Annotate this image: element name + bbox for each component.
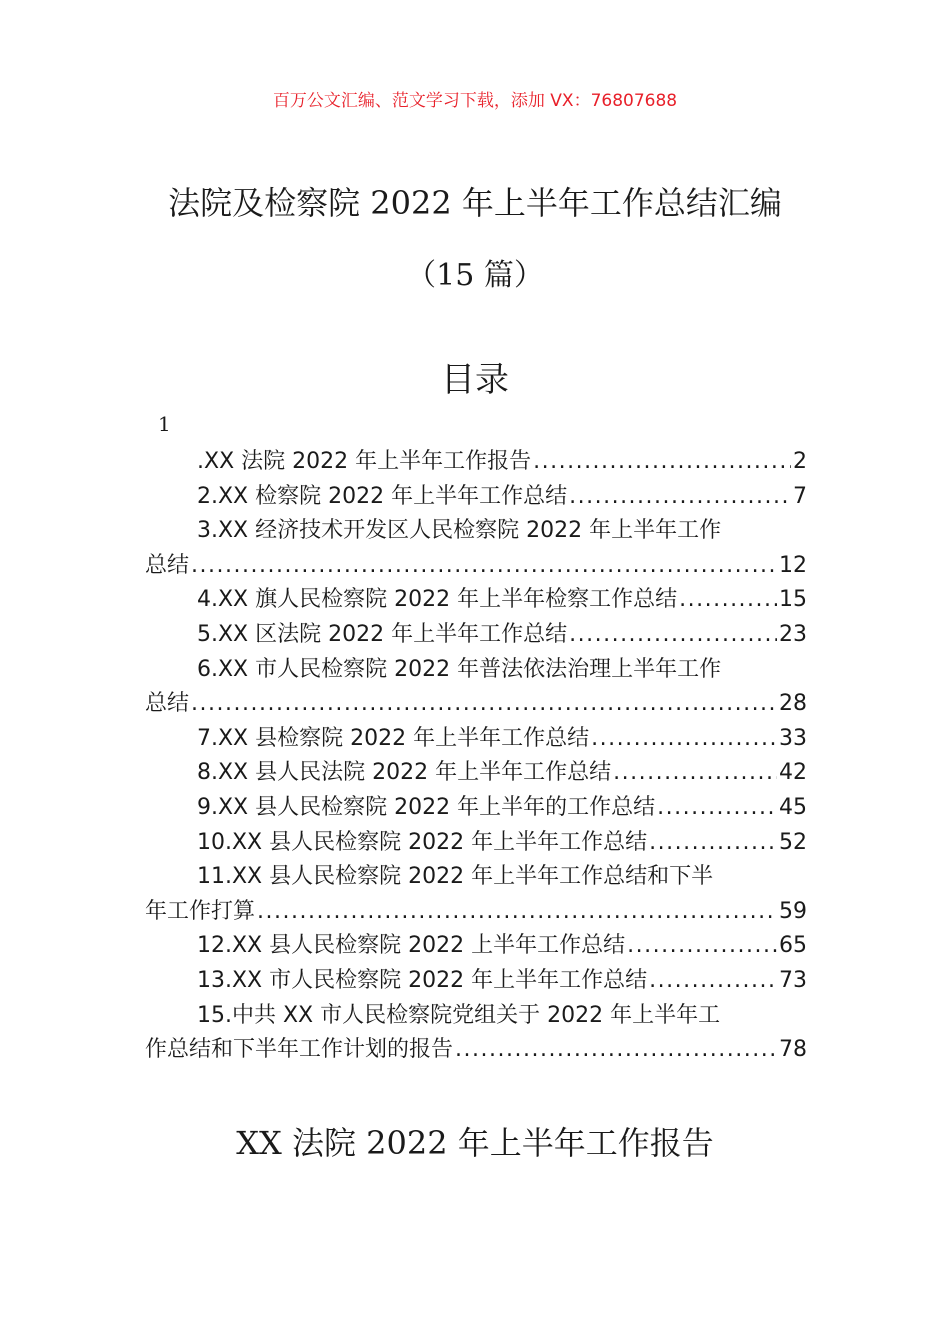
toc-leader-dots [569,480,791,515]
toc-page-number: 12 [779,552,807,578]
toc-entry-1[interactable] [145,445,807,480]
toc-leader-dots [657,791,777,826]
toc-heading: 目录 [441,360,509,400]
toc-leader-dots [649,964,777,999]
toc-entry-title-line2: 总结 [145,552,190,578]
toc-entry-title-line1: 15.中共 XX 市人民检察院党组关于 2022 年上半年工 [197,1002,721,1028]
document-title: 法院及检察院 2022 年上半年工作总结汇编 [168,184,782,222]
toc-leader-dots [455,1033,777,1068]
document-subtitle: （15 篇） [406,258,544,293]
toc-page-number: 23 [779,621,807,647]
toc-entry-title: 8.XX 县人民法院 2022 年上半年工作总结 [197,760,612,786]
toc-entry-10[interactable] [145,826,807,861]
toc-entry-title: 9.XX 县人民检察院 2022 年上半年的工作总结 [197,794,656,820]
toc-page-number: 2 [793,449,807,474]
section-title: XX 法院 2022 年上半年工作报告 [236,1124,714,1162]
toc-entry-11[interactable] [145,860,807,929]
toc-entry-9[interactable] [145,791,807,826]
toc-page-number: 42 [779,760,807,786]
toc-page-number: 45 [779,794,807,820]
toc-entry-title: 5.XX 区法院 2022 年上半年工作总结 [197,621,568,647]
toc-entry-title-line1: 6.XX 市人民检察院 2022 年普法依法治理上半年工作 [197,656,722,682]
toc-page-number: 78 [779,1037,807,1063]
toc-page-number: 52 [779,829,807,855]
toc-entry-title: 4.XX 旗人民检察院 2022 年上半年检察工作总结 [197,587,678,613]
table-of-contents [145,445,807,1068]
promo-banner: 百万公文汇编、范文学习下载，添加 VX：76807688 [272,91,678,111]
toc-page-number: 59 [779,898,807,924]
toc-page-number: 7 [793,483,807,509]
toc-leader-dots [679,583,777,618]
toc-page-number: 28 [779,691,807,717]
toc-page-number: 65 [779,933,807,959]
toc-entry-title-line2: 年工作打算 [145,898,256,924]
toc-leader-dots [613,756,777,791]
toc-entry-6[interactable] [145,653,807,722]
toc-leader-dots [191,687,777,722]
toc-entry-title: 10.XX 县人民检察院 2022 年上半年工作总结 [197,829,648,855]
toc-entry-8[interactable] [145,756,807,791]
toc-page-number: 33 [779,725,807,751]
toc-entry-12[interactable] [145,929,807,964]
toc-prefix-number: 1 [158,412,171,436]
toc-leader-dots [257,895,777,930]
toc-entry-2[interactable] [145,480,807,515]
toc-leader-dots [191,549,777,584]
toc-entry-13[interactable] [145,964,807,999]
toc-page-number: 73 [779,967,807,993]
toc-entry-title-line1: 3.XX 经济技术开发区人民检察院 2022 年上半年工作 [197,518,722,544]
toc-leader-dots [591,722,777,757]
toc-entry-5[interactable] [145,618,807,653]
toc-leader-dots [533,445,791,480]
toc-entry-7[interactable] [145,722,807,757]
toc-entry-title: 7.XX 县检察院 2022 年上半年工作总结 [197,725,590,751]
toc-entry-title: 2.XX 检察院 2022 年上半年工作总结 [197,483,568,509]
toc-leader-dots [649,826,777,861]
toc-page-number: 15 [779,587,807,613]
toc-entry-15[interactable] [145,999,807,1068]
toc-entry-title-line2: 作总结和下半年工作计划的报告 [145,1037,454,1063]
toc-entry-title-line1: 11.XX 县人民检察院 2022 年上半年工作总结和下半 [197,864,714,890]
toc-entry-title: 13.XX 市人民检察院 2022 年上半年工作总结 [197,967,648,993]
toc-entry-title-line2: 总结 [145,691,190,717]
toc-entry-4[interactable] [145,583,807,618]
toc-leader-dots [627,929,777,964]
toc-entry-title: 12.XX 县人民检察院 2022 上半年工作总结 [197,933,626,959]
toc-entry-3[interactable] [145,514,807,583]
toc-leader-dots [569,618,777,653]
toc-entry-title: .XX 法院 2022 年上半年工作报告 [197,449,532,474]
